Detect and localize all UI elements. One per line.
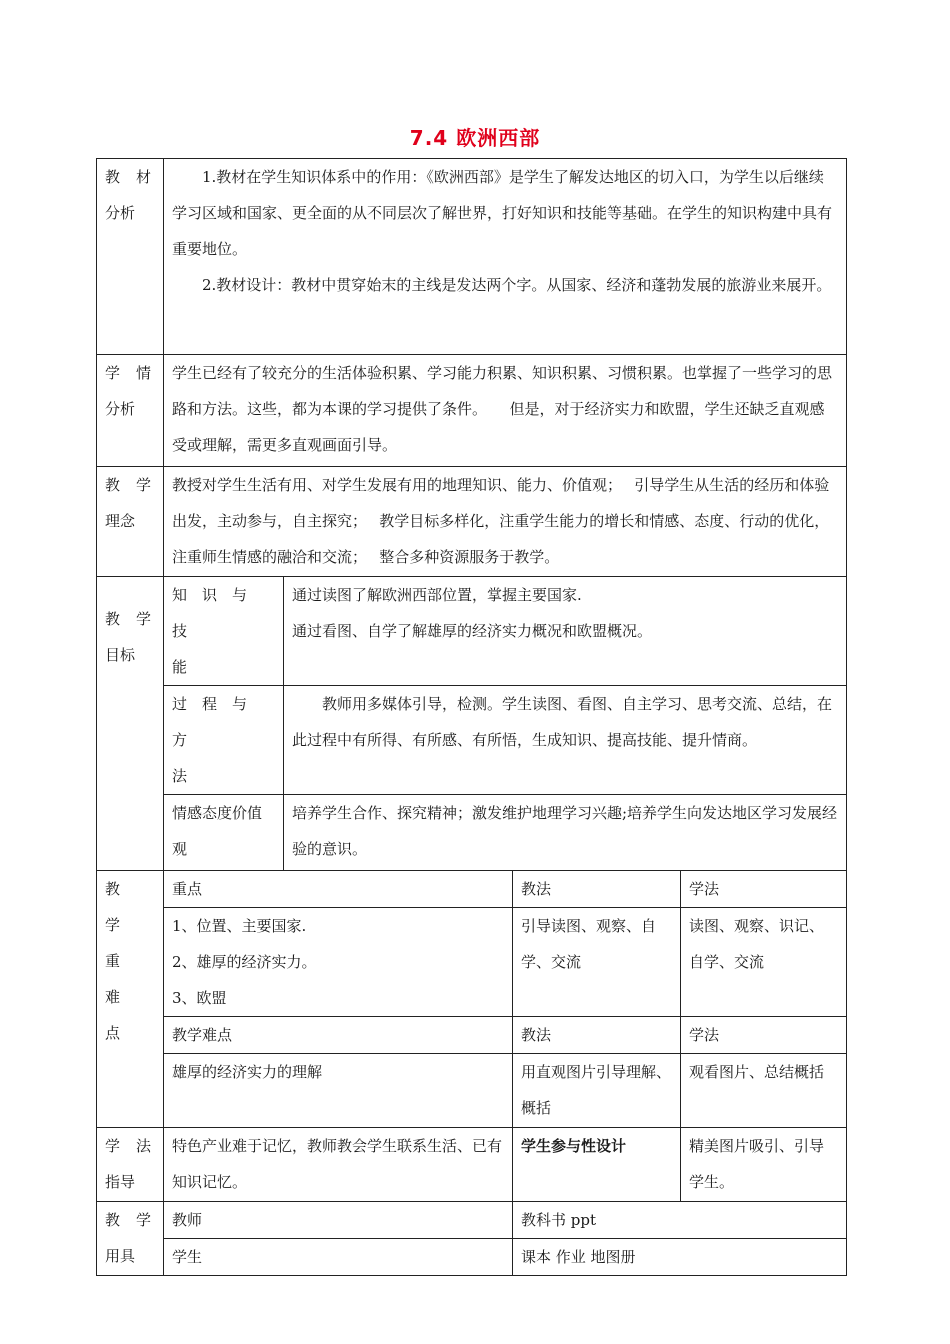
goal-emotion-content: 培养学生合作、探究精神；激发维护地理学习兴趣;培养学生向发达地区学习发展经验的意识。 [284,795,847,871]
list-item: 2、雄厚的经济实力。 [172,953,317,971]
row-teaching-aids-student [97,1239,847,1276]
row-student-analysis [97,355,847,467]
textbook-analysis-p2: 2.教材设计：教材中贯穿始末的主线是发达两个字。从国家、经济和蓬勃发展的旅游业来展开。 [202,276,832,294]
list-item: 3、欧盟 [172,989,227,1007]
header-student-analysis: 学 情 分析 [97,355,164,467]
row-difficult-points-header [97,1017,847,1054]
lesson-plan-table [96,158,847,1276]
difficult-points-text: 雄厚的经济实力的理解 [164,1054,513,1128]
difficult-points-method: 用直观图片引导理解、概括 [513,1054,681,1128]
key-points-list [164,908,513,1017]
participation-design-text: 精美图片吸引、引导学生。 [681,1128,847,1202]
page-title: 7.4 欧洲西部 [409,126,541,150]
row-goal-emotion [97,795,847,871]
goal-emotion-label: 情感态度价值 观 [164,795,284,871]
header-teaching-goals: 教 学 目标 [97,577,164,871]
row-learning-guidance [97,1128,847,1202]
row-difficult-points [97,1054,847,1128]
key-points-method-label: 教法 [513,871,681,908]
learning-guidance-text: 特色产业难于记忆，教师教会学生联系生活、已有知识记忆。 [164,1128,513,1202]
goal-process-label: 过 程 与 方 法 [164,686,284,795]
key-points-learning-label: 学法 [681,871,847,908]
header-key-difficult-points: 教 学 重 难 点 [97,871,164,1128]
row-textbook-analysis [97,159,847,355]
textbook-analysis-p1: 1.教材在学生知识体系中的作用：《欧洲西部》是学生了解发达地区的切入口，为学生以后继续学习区域和国家、更全面的从不同层次了解世界，打好知识和技能等基础。在学生的知识构建中具有重要地位。 [172,168,833,258]
goal-knowledge-label: 知 识 与 技 能 [164,577,284,686]
difficult-points-learning: 观看图片、总结概括 [681,1054,847,1128]
row-key-points [97,908,847,1017]
row-goal-knowledge [97,577,847,686]
student-analysis-content: 学生已经有了较充分的生活体验积累、学习能力积累、知识积累、习惯积累。也掌握了一些学习的思路和方法。这些，都为本课的学习提供了条件。 但是，对于经济实力和欧盟，学生还缺乏直观感受或理解，需更多直观画面引导。 [164,355,847,467]
header-teaching-philosophy: 教 学 理念 [97,467,164,577]
row-teaching-philosophy [97,467,847,577]
row-teaching-aids-teacher [97,1202,847,1239]
row-key-points-header [97,871,847,908]
goal-process-content: 教师用多媒体引导，检测。学生读图、看图、自主学习、思考交流、总结，在此过程中有所得、有所感、有所悟，生成知识、提高技能、提升情商。 [284,686,847,795]
teacher-label: 教师 [164,1202,513,1239]
teaching-philosophy-content: 教授对学生生活有用、对学生发展有用的地理知识、能力、价值观； 引导学生从生活的经历和体验出发，主动参与，自主探究； 教学目标多样化，注重学生能力的增长和情感、态度、行动的优化，注重师生情感的融洽和交流； 整合多种资源服务于教学。 [164,467,847,577]
teacher-aids: 教科书 ppt [513,1202,847,1239]
difficult-points-label: 教学难点 [164,1017,513,1054]
student-label: 学生 [164,1239,513,1276]
goal-knowledge-content: 通过读图了解欧洲西部位置，掌握主要国家. 通过看图、自学了解雄厚的经济实力概况和欧盟概况。 [284,577,847,686]
header-textbook-analysis: 教 材 分析 [97,159,164,355]
key-points-method: 引导读图、观察、自学、交流 [513,908,681,1017]
key-points-learning: 读图、观察、识记、自学、交流 [681,908,847,1017]
header-learning-guidance: 学 法 指导 [97,1128,164,1202]
header-teaching-aids: 教 学 用具 [97,1202,164,1276]
key-points-label: 重点 [164,871,513,908]
textbook-analysis-content [164,159,847,355]
list-item: 1、位置、主要国家. [172,917,307,935]
participation-design-label: 学生参与性设计 [513,1128,681,1202]
difficult-points-method-label: 教法 [513,1017,681,1054]
difficult-points-learning-label: 学法 [681,1017,847,1054]
student-aids: 课本 作业 地图册 [513,1239,847,1276]
row-goal-process [97,686,847,795]
